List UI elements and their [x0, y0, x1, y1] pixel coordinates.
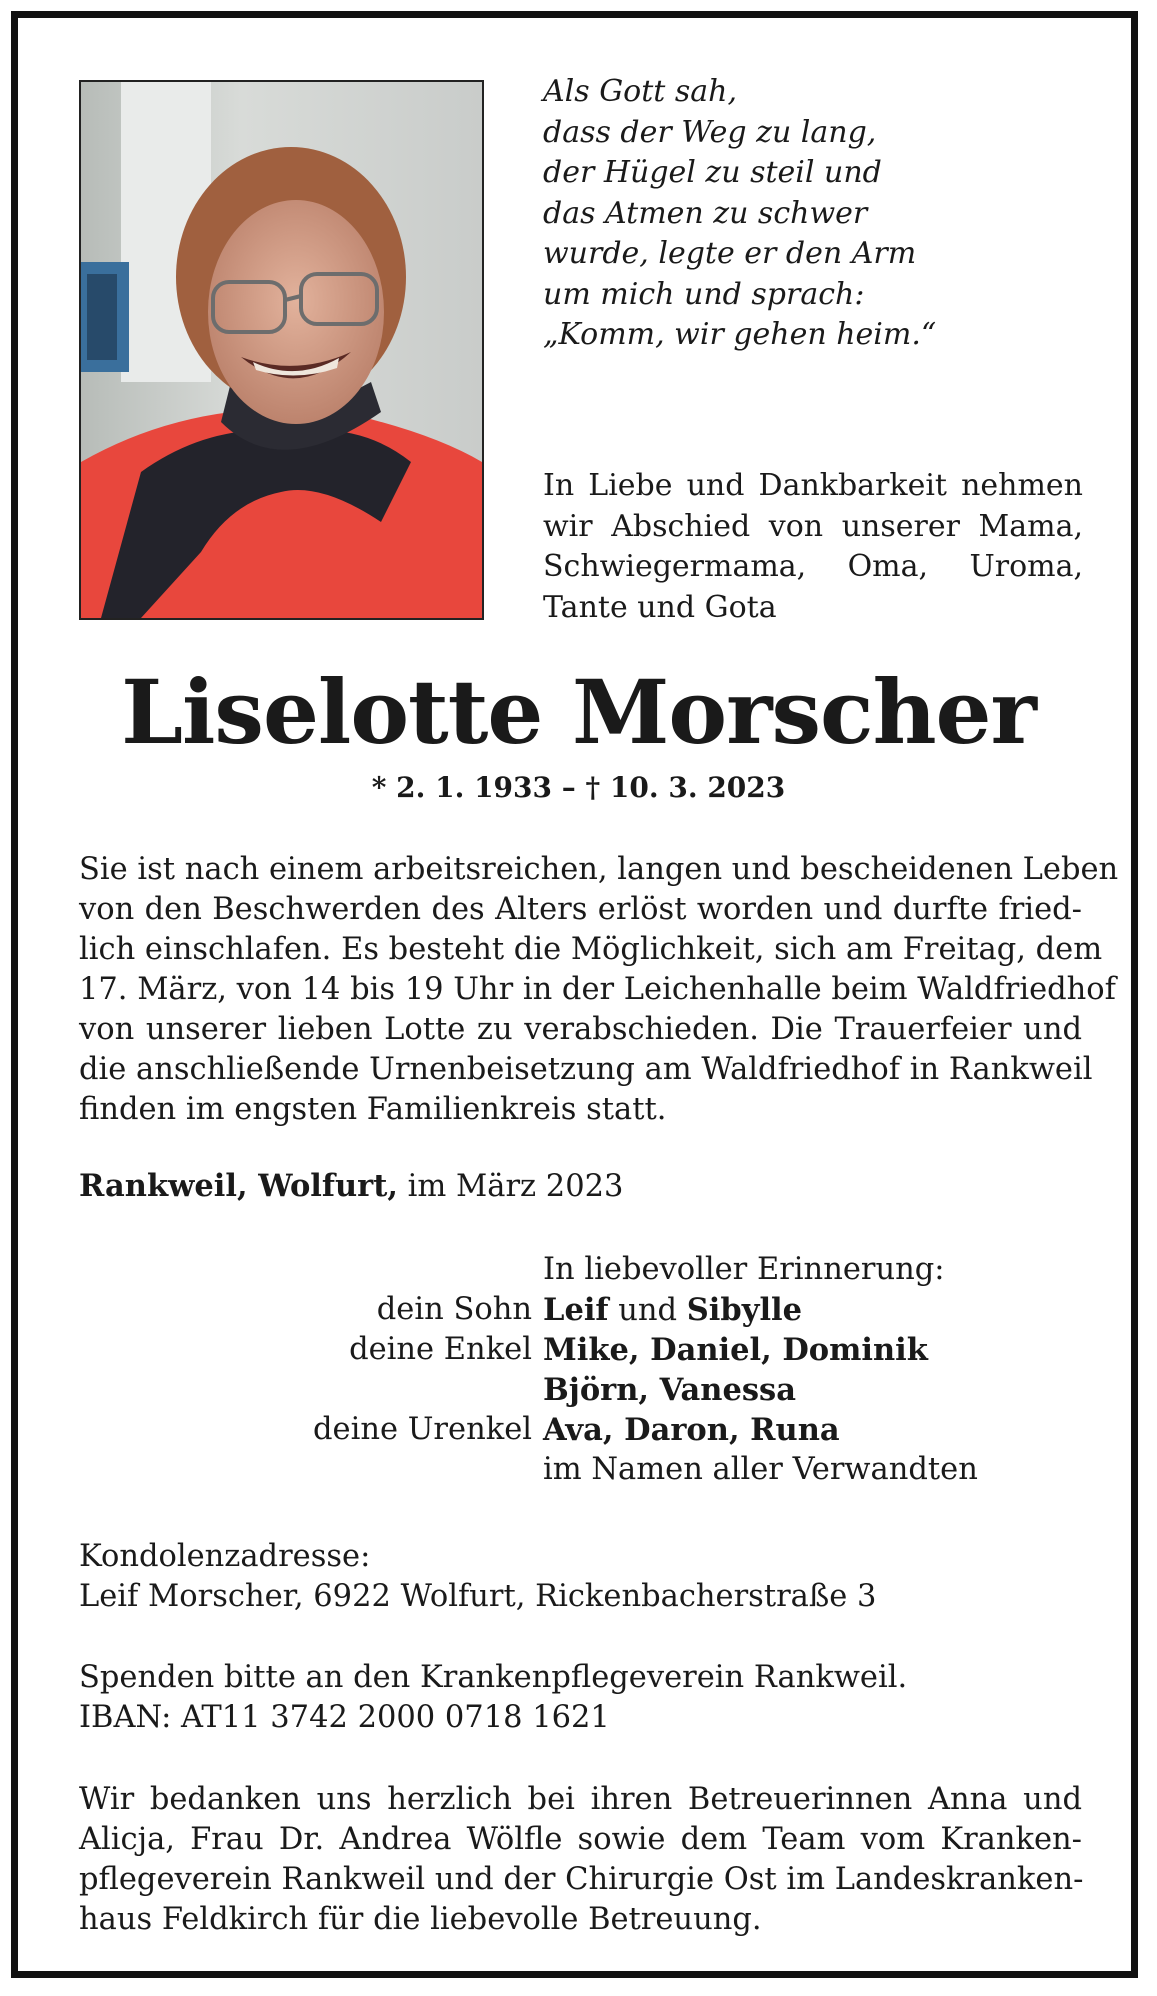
place-names: Rankweil, Wolfurt, [79, 1168, 398, 1204]
intro-line: Schwiegermama, Oma, Uroma, [543, 549, 1083, 584]
conjunction: und [618, 1293, 678, 1328]
great-grandchildren-names: Ava, Daron, Runa [543, 1412, 840, 1448]
great-grandchildren-label: deine Urenkel [313, 1412, 532, 1447]
body-line: lich einschlafen. Es besteht die Möglichkeit, sich am Freitag, dem [79, 932, 1103, 967]
life-dates: * 2. 1. 1933 – † 10. 3. 2023 [371, 771, 786, 804]
grandchildren-names: Mike, Daniel, Dominik [543, 1332, 928, 1368]
donation-info [79, 1658, 1082, 1738]
thanks-text [79, 1780, 1082, 1940]
poem-line: das Atmen zu schwer [543, 195, 868, 231]
body-line: finden im engsten Familienkreis statt. [79, 1092, 667, 1127]
body-line: von den Beschwerden des Alters erlöst worden und durfte fried- [79, 892, 1082, 927]
month-year: im März 2023 [407, 1169, 624, 1204]
thanks-line: haus Feldkirch für die liebevolle Betreuung. [79, 1902, 762, 1937]
intro-line: In Liebe und Dankbarkeit nehmen [543, 468, 1083, 503]
son-label: dein Sohn [376, 1292, 532, 1327]
grandchildren-names-2: Björn, Vanessa [543, 1372, 796, 1408]
place-and-date [79, 1166, 623, 1207]
remembrance-intro: In liebevoller Erinnerung: [543, 1252, 945, 1287]
daughter-in-law-name: Sibylle [686, 1292, 803, 1328]
son-names [543, 1290, 802, 1331]
poem-line: um mich und sprach: [543, 276, 865, 312]
son-name: Leif [543, 1292, 609, 1328]
obituary-text [79, 850, 1119, 1130]
body-line: Sie ist nach einem arbeitsreichen, langen und bescheidenen Leben [79, 852, 1119, 887]
condolence-address [79, 1537, 1082, 1617]
body-line: von unserer lieben Lotte zu verabschieden. Die Trauerfeier und [79, 1012, 1082, 1047]
poem-line: wurde, legte er den Arm [543, 236, 917, 271]
family-closing: im Namen aller Verwandten [543, 1452, 978, 1487]
poem-line: „Komm, wir gehen heim.“ [543, 317, 937, 352]
body-line: 17. März, von 14 bis 19 Uhr in der Leichenhalle beim Waldfriedhof [79, 972, 1116, 1007]
thanks-line: Wir bedanken uns herzlich bei ihren Betreuerinnen Anna und [79, 1782, 1082, 1817]
poem-line: Als Gott sah, [543, 74, 738, 109]
condolence-label: Kondolenzadresse: [79, 1539, 371, 1574]
portrait-photo [79, 80, 484, 620]
thanks-line: pflegeverein Rankweil und der Chirurgie Ost im Landeskranken- [79, 1862, 1084, 1897]
poem-line: dass der Weg zu lang, [543, 114, 877, 150]
family-list [0, 1250, 1157, 1490]
deceased-name: Liselotte Morscher [121, 660, 1036, 764]
intro-line: Tante und Gota [543, 589, 777, 625]
farewell-intro [543, 466, 1083, 628]
thanks-line: Alicja, Frau Dr. Andrea Wölfle sowie dem Team vom Kranken- [79, 1822, 1082, 1857]
iban: IBAN: AT11 3742 2000 0718 1621 [79, 1700, 610, 1735]
memorial-poem [543, 72, 1083, 356]
portrait-illustration [81, 82, 482, 618]
donation-line: Spenden bitte an den Krankenpflegeverein Rankweil. [79, 1660, 908, 1695]
body-line: die anschließende Urnenbeisetzung am Waldfriedhof in Rankweil [79, 1052, 1093, 1087]
grandchildren-label: deine Enkel [349, 1332, 532, 1367]
condolence-address-line: Leif Morscher, 6922 Wolfurt, Rickenbacherstraße 3 [79, 1579, 877, 1614]
intro-line: wir Abschied von unserer Mama, [543, 508, 1083, 544]
poem-line: der Hügel zu steil und [543, 155, 882, 190]
